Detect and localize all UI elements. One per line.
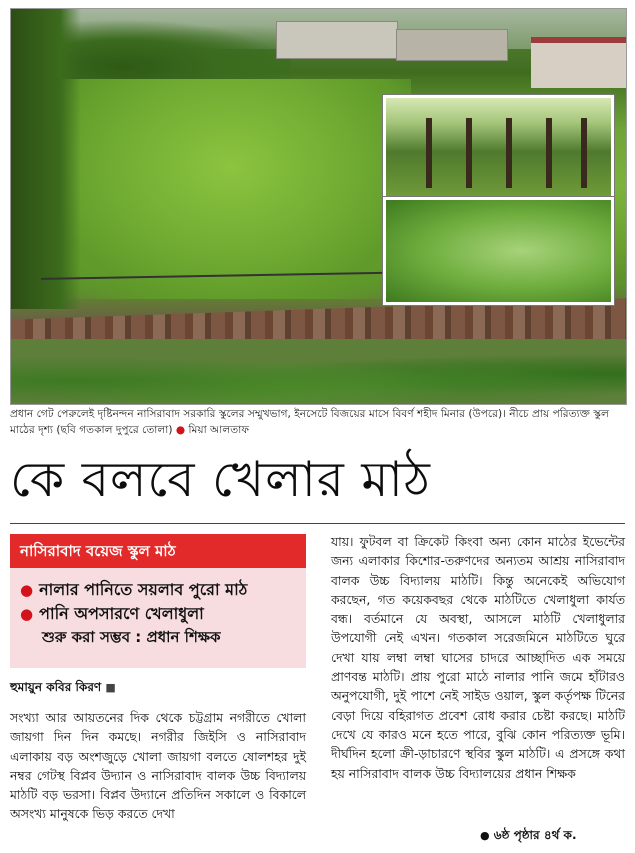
continued-text: ৬ষ্ঠ পৃষ্ঠার ৪র্থ ক. [493,828,577,842]
inset-photo-top [383,95,614,199]
red-roof-building [531,37,626,88]
bullet-icon: ● [20,581,34,599]
headline: কে বলবে খেলার মাঠ [10,451,431,508]
article-column-left: সংখ্যা আর আয়তনের দিক থেকে চট্টগ্রাম নগরীতে খোলা জায়গা দিন দিন কমছে। নগরীর জিইসি ও নাসিরাবাদ এলাকায় বড় অংশজুড়ে খোলা জায়গা বলতে ষোলশহর দুই নম্বর গেটস্থ বিপ্লব উদ্যান ও নাসিরাবাদ বালক উচ্চ বিদ্যালয় মাঠটি বড় ভরসা। বিপ্লব উদ্যানে প্রতিদিন সকালে ও বিকালে অসংখ্য মানুষকে ভিড় করতে দেখা [10,710,306,822]
square-icon: ■ [105,681,116,694]
highlights-box [10,568,306,668]
school-building [276,21,398,59]
highlight-text: নালার পানিতে সয়লাব পুরো মাঠ [39,580,248,599]
sidebar-title: নাসিরাবাদ বয়েজ স্কুল মাঠ [10,534,306,568]
tree-trunk [466,118,472,188]
school-building-annex [396,29,508,61]
byline [10,678,306,697]
caption-text: প্রধান গেট পেরুলেই দৃষ্টিনন্দন নাসিরাবাদ সরকারি স্কুলের সম্মুখভাগ, ইনসেটে বিজয়ের মাসে বিবর্ণ শহীদ মিনার (উপরে)। নীচে প্রায় পরিত্যক্ত স্কুল মাঠের দৃশ্য (ছবি গতকাল দুপুরে তোলা) [10,408,609,436]
left-trees [11,9,81,309]
tree-trunk [581,118,587,188]
bullet-icon: ● [20,605,34,623]
photo-credit: মিয়া আলতাফ [188,424,250,436]
highlight-item [20,578,298,602]
foreground-bushes [11,339,626,405]
highlight-text: পানি অপসারণে খেলাধুলা [39,604,204,623]
author-name: হুমায়ুন কবির কিরণ [10,680,102,694]
tree-trunk [426,118,432,188]
inset-photo-bottom [383,197,614,305]
divider [10,523,625,524]
tree-trunk [506,118,512,188]
photo-caption [10,406,625,438]
bullet-icon: ● [480,829,490,842]
tree-trunk [546,118,552,188]
continued-note [480,826,577,845]
caption-bullet: ● [175,424,186,436]
highlight-item [20,602,298,626]
grass-field [51,79,411,299]
article-column-right: যায়। ফুটবল বা ক্রিকেট কিংবা অন্য কোন মাঠের ইভেন্টের জন্য এলাকার কিশোর-তরুণদের অন্যতম আশ্রয় নাসিরাবাদ বালক উচ্চ বিদ্যালয় মাঠটি। কিন্তু অনেকেই অভিযোগ করছেন, গত কয়েকবছর থেকে মাঠটিতে খেলাধুলা কার্যত বন্ধ। বর্তমানে যে অবস্থা, আসলে মাঠটি খেলাধুলার উপযোগী নেই এখন। গতকাল সরেজমিনে মাঠটিতে ঘুরে দেখা যায় লম্বা লম্বা ঘাসের চাদরে আচ্ছাদিত এক সময়ে প্রাণবন্ত মাঠটি। প্রায় পুরো মাঠে নালার পানি জমে হাঁটারও অনুপযোগী, দুই পাশে নেই সাইড ওয়াল, স্কুল কর্তৃপক্ষ টিনের বেড়া দিয়ে বহিরাগত প্রবেশ রোধ করার চেষ্টা করছে। মাঠটি দেখে যে কারও মনে হতে পারে, বুঝি কোন পরিত্যক্ত ভূমি। দীর্ঘদিন হলো ক্রী-ড়াচারণে স্থবির স্কুল মাঠটি। এ প্রসঙ্গে কথা হয় নাসিরাবাদ বালক উচ্চ বিদ্যালয়ের প্রধান শিক্ষক [331,534,625,781]
highlight-continuation: শুরু করা সম্ভব : প্রধান শিক্ষক [42,628,221,646]
